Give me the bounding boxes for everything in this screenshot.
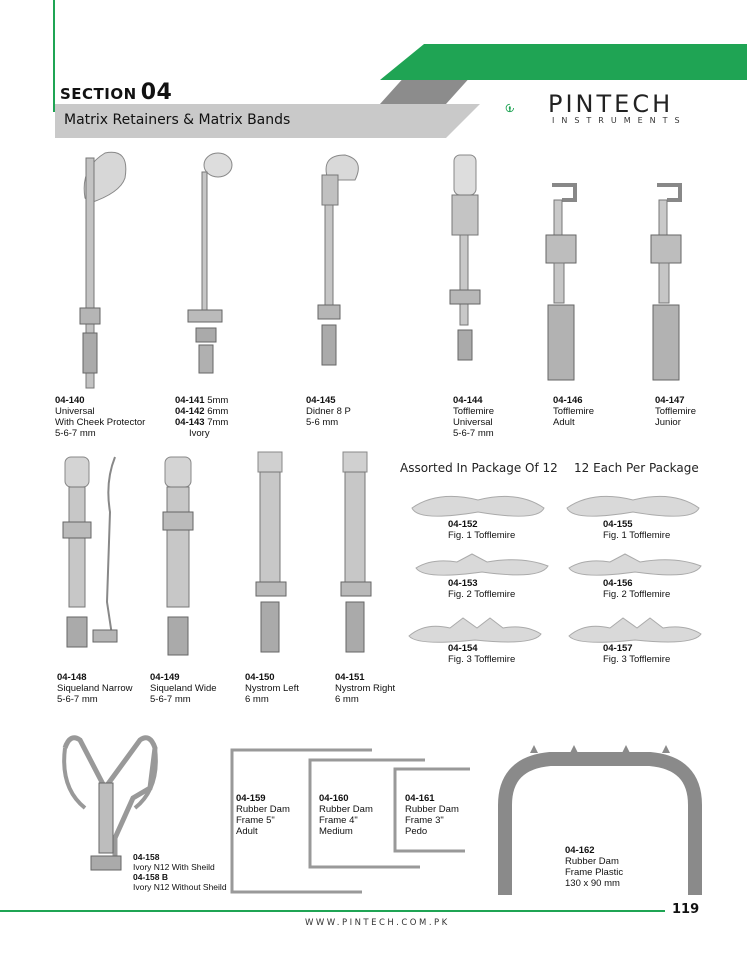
- caption-04-158: 04-158 Ivory N12 With Sheild 04-158 B Ivory N12 Without Sheild: [133, 852, 227, 892]
- caption-04-151: 04-151 Nystrom Right 6 mm: [335, 672, 396, 705]
- header-green-bar: [380, 44, 747, 80]
- footer-line: [0, 910, 665, 912]
- section-number: 04: [140, 80, 173, 105]
- instrument-04-144-image: [440, 150, 500, 390]
- caption-04-150: 04-150 Nystrom Left 6 mm: [245, 672, 299, 705]
- caption-04-148: 04-148 Siqueland Narrow 5-6-7 mm: [57, 672, 133, 705]
- caption-04-156: 04-156 Fig. 2 Tofflemire: [603, 578, 671, 600]
- instrument-04-146-image: [540, 180, 590, 390]
- caption-04-153: 04-153 Fig. 2 Tofflemire: [448, 578, 516, 600]
- caption-04-160: 04-160 Rubber Dam Frame 4" Medium: [319, 793, 373, 837]
- instrument-04-151-image: [335, 452, 385, 672]
- caption-04-155: 04-155 Fig. 1 Tofflemire: [603, 519, 671, 541]
- caption-04-161: 04-161 Rubber Dam Frame 3" Pedo: [405, 793, 459, 837]
- instrument-04-148-image: [55, 452, 135, 672]
- section-title: [60, 80, 172, 105]
- instrument-04-149-image: [155, 452, 205, 672]
- pintech-logo-icon: [505, 86, 549, 130]
- section-subtitle: Matrix Retainers & Matrix Bands: [64, 112, 291, 128]
- caption-04-162: 04-162 Rubber Dam Frame Plastic 130 x 90 mm: [565, 845, 624, 889]
- caption-04-145: 04-145 Didner 8 P 5-6 mm: [306, 395, 351, 428]
- caption-04-154: 04-154 Fig. 3 Tofflemire: [448, 643, 516, 665]
- bands-header-right: 12 Each Per Package: [574, 461, 699, 475]
- instrument-04-147-image: [645, 180, 695, 390]
- instrument-04-141-image: [178, 150, 238, 390]
- brand-name: PINTECH: [548, 90, 674, 118]
- instrument-04-150-image: [250, 452, 300, 672]
- caption-04-149: 04-149 Siqueland Wide 5-6-7 mm: [150, 672, 217, 705]
- brand-subtitle: INSTRUMENTS: [552, 116, 687, 125]
- caption-04-152: 04-152 Fig. 1 Tofflemire: [448, 519, 516, 541]
- caption-04-147: 04-147 Tofflemire Junior: [655, 395, 697, 428]
- caption-04-144: 04-144 Tofflemire Universal 5-6-7 mm: [453, 395, 495, 439]
- website-link[interactable]: WWW.PINTECH.COM.PK: [305, 918, 450, 928]
- instrument-04-145-image: [300, 150, 370, 390]
- bands-header-left: Assorted In Package Of 12: [400, 461, 558, 475]
- caption-04-146: 04-146 Tofflemire Adult: [553, 395, 595, 428]
- caption-04-159: 04-159 Rubber Dam Frame 5" Adult: [236, 793, 290, 837]
- page-number: 119: [672, 902, 700, 917]
- section-label: SECTION: [60, 85, 137, 103]
- instrument-04-140-image: [50, 148, 130, 388]
- caption-04-157: 04-157 Fig. 3 Tofflemire: [603, 643, 671, 665]
- header-accent-line: [53, 0, 55, 112]
- caption-04-141: 04-141 5mm 04-142 6mm 04-143 7mm Ivory: [175, 395, 229, 439]
- caption-04-140: 04-140 Universal With Cheek Protector 5-6-7 mm: [55, 395, 146, 439]
